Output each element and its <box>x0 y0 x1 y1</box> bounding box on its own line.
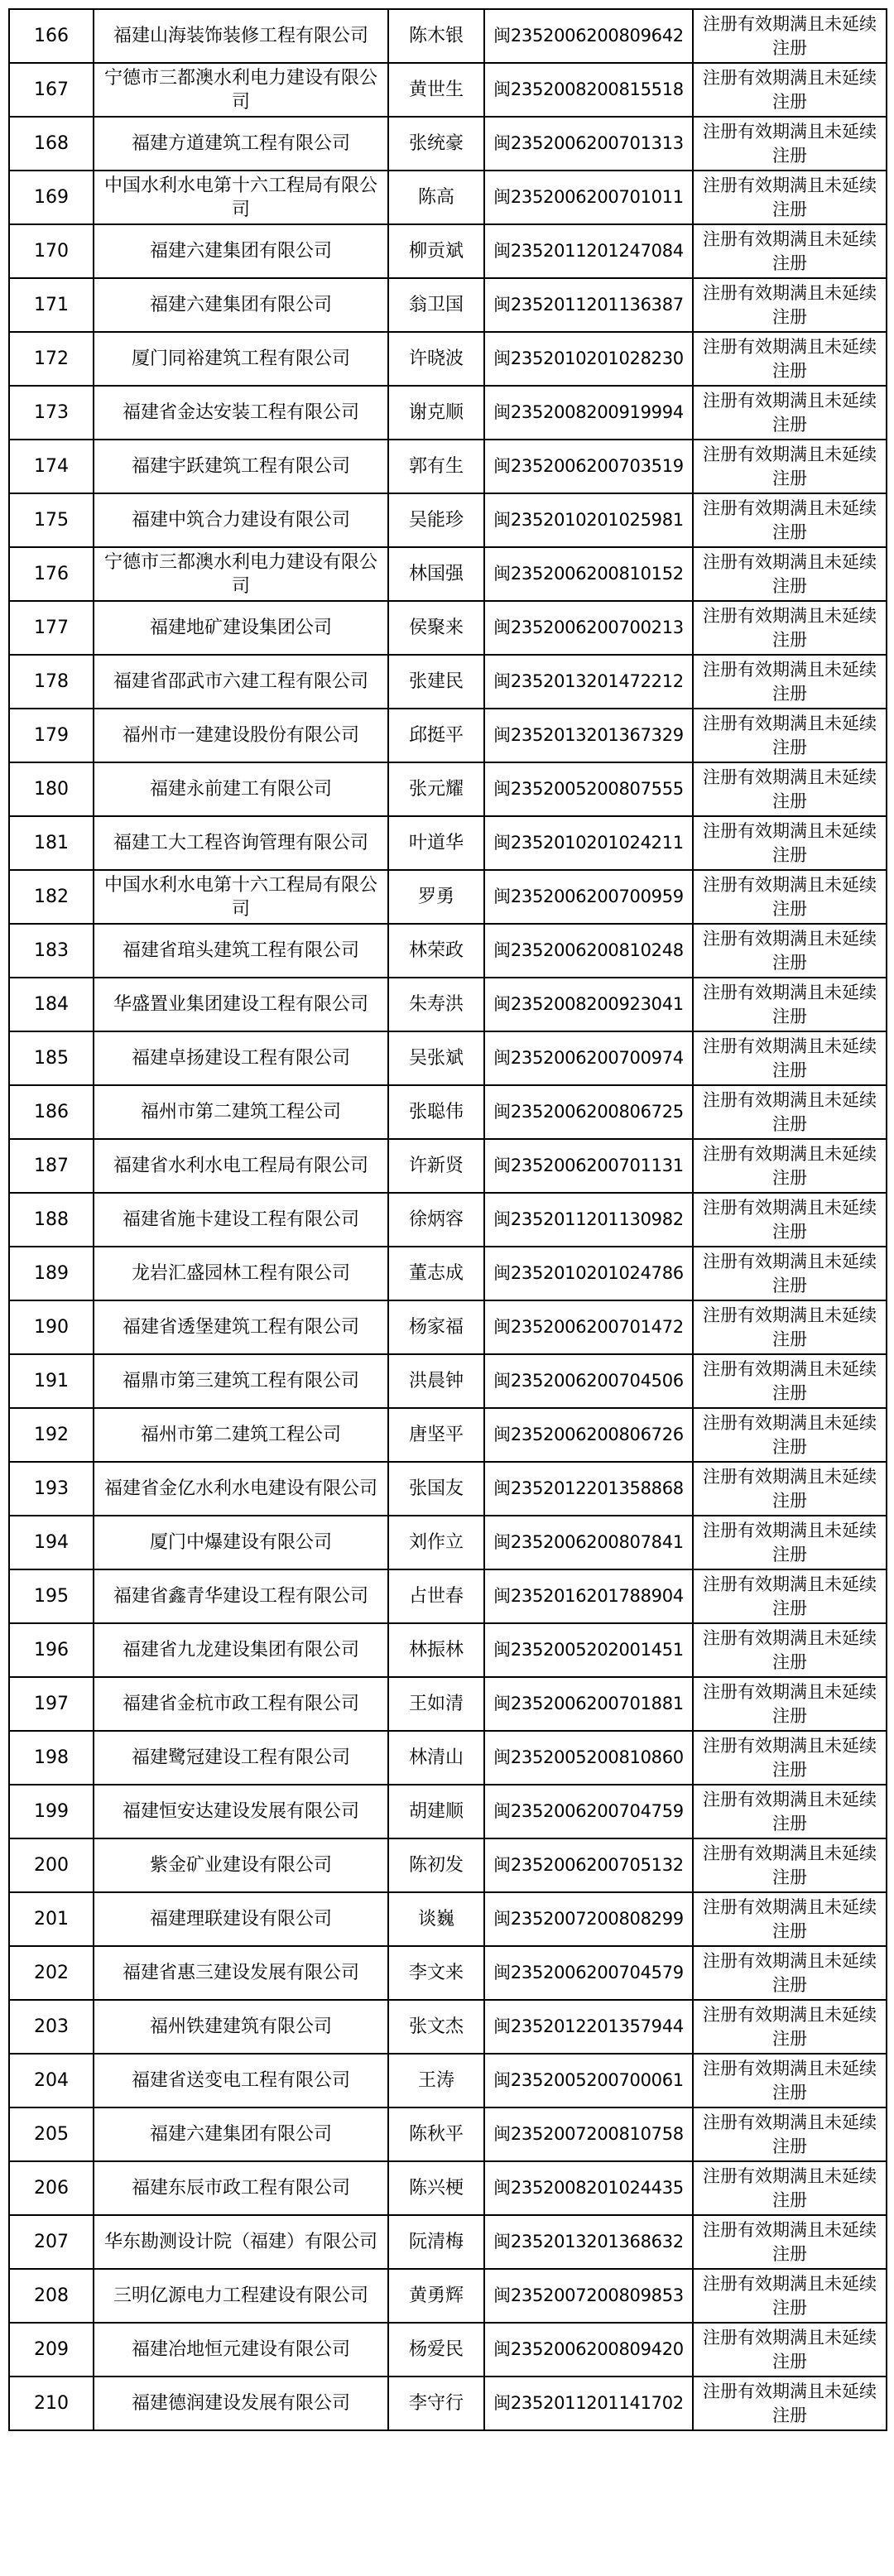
registration-number-cell: 闽2352006200810248 <box>484 924 693 978</box>
registration-number-cell: 闽2352006200809642 <box>484 9 693 63</box>
person-name-cell: 朱寿洪 <box>388 978 484 1031</box>
registration-number-cell: 闽2352006200701313 <box>484 117 693 171</box>
company-cell: 福建省金亿水利水电建设有限公司 <box>94 1462 388 1516</box>
person-name-cell: 张统豪 <box>388 117 484 171</box>
registration-number-cell: 闽2352006200700974 <box>484 1031 693 1085</box>
company-cell: 紫金矿业建设有限公司 <box>94 1838 388 1892</box>
registration-number-cell: 闽2352008200919994 <box>484 386 693 440</box>
table-row <box>9 978 887 1031</box>
row-number-cell: 176 <box>9 547 94 601</box>
status-cell: 注册有效期满且未延续注册 <box>693 1139 887 1193</box>
table-row <box>9 2000 887 2054</box>
row-number-cell: 191 <box>9 1354 94 1408</box>
status-cell: 注册有效期满且未延续注册 <box>693 1031 887 1085</box>
row-number-cell: 179 <box>9 709 94 762</box>
company-cell: 中国水利水电第十六工程局有限公司 <box>94 870 388 924</box>
row-number-cell: 178 <box>9 655 94 709</box>
status-cell: 注册有效期满且未延续注册 <box>693 1247 887 1300</box>
row-number-cell: 194 <box>9 1516 94 1569</box>
row-number-cell: 169 <box>9 171 94 224</box>
company-cell: 福州市一建建设股份有限公司 <box>94 709 388 762</box>
table-row <box>9 1031 887 1085</box>
registration-number-cell: 闽2352006200810152 <box>484 547 693 601</box>
company-cell: 福建省施卡建设工程有限公司 <box>94 1193 388 1247</box>
table-row <box>9 762 887 816</box>
registration-number-cell: 闽2352005200807555 <box>484 762 693 816</box>
table-row <box>9 1354 887 1408</box>
registration-number-cell: 闽2352008200815518 <box>484 63 693 117</box>
person-name-cell: 张国友 <box>388 1462 484 1516</box>
person-name-cell: 张文杰 <box>388 2000 484 2054</box>
row-number-cell: 183 <box>9 924 94 978</box>
registration-number-cell: 闽2352012201357944 <box>484 2000 693 2054</box>
company-cell: 福建省金杭市政工程有限公司 <box>94 1677 388 1731</box>
status-cell: 注册有效期满且未延续注册 <box>693 1946 887 2000</box>
company-cell: 福建省琯头建筑工程有限公司 <box>94 924 388 978</box>
status-cell: 注册有效期满且未延续注册 <box>693 1462 887 1516</box>
registration-number-cell: 闽2352010201028230 <box>484 332 693 386</box>
row-number-cell: 187 <box>9 1139 94 1193</box>
status-cell: 注册有效期满且未延续注册 <box>693 117 887 171</box>
person-name-cell: 林振林 <box>388 1623 484 1677</box>
person-name-cell: 唐坚平 <box>388 1408 484 1462</box>
registration-number-cell: 闽2352006200704579 <box>484 1946 693 2000</box>
table-row <box>9 709 887 762</box>
registration-number-cell: 闽2352006200704506 <box>484 1354 693 1408</box>
row-number-cell: 197 <box>9 1677 94 1731</box>
person-name-cell: 陈兴梗 <box>388 2161 484 2215</box>
company-cell: 福建省邵武市六建工程有限公司 <box>94 655 388 709</box>
person-name-cell: 林国强 <box>388 547 484 601</box>
table-row <box>9 1569 887 1623</box>
company-cell: 福建恒安达建设发展有限公司 <box>94 1785 388 1838</box>
table-row <box>9 2107 887 2161</box>
status-cell: 注册有效期满且未延续注册 <box>693 816 887 870</box>
company-cell: 福鼎市第三建筑工程有限公司 <box>94 1354 388 1408</box>
registration-number-cell: 闽2352008200923041 <box>484 978 693 1031</box>
status-cell: 注册有效期满且未延续注册 <box>693 2000 887 2054</box>
table-row <box>9 9 887 63</box>
table-row <box>9 1946 887 2000</box>
person-name-cell: 王如清 <box>388 1677 484 1731</box>
table-row <box>9 224 887 278</box>
registration-number-cell: 闽2352007200808299 <box>484 1892 693 1946</box>
company-cell: 福建工大工程咨询管理有限公司 <box>94 816 388 870</box>
company-cell: 福建理联建设有限公司 <box>94 1892 388 1946</box>
status-cell: 注册有效期满且未延续注册 <box>693 870 887 924</box>
registration-number-cell: 闽2352005202001451 <box>484 1623 693 1677</box>
row-number-cell: 198 <box>9 1731 94 1785</box>
company-cell: 厦门同裕建筑工程有限公司 <box>94 332 388 386</box>
registration-number-cell: 闽2352006200700959 <box>484 870 693 924</box>
person-name-cell: 柳贡斌 <box>388 224 484 278</box>
person-name-cell: 陈高 <box>388 171 484 224</box>
table-row <box>9 440 887 493</box>
row-number-cell: 181 <box>9 816 94 870</box>
person-name-cell: 林清山 <box>388 1731 484 1785</box>
row-number-cell: 205 <box>9 2107 94 2161</box>
person-name-cell: 叶道华 <box>388 816 484 870</box>
status-cell: 注册有效期满且未延续注册 <box>693 1516 887 1569</box>
registration-number-cell: 闽2352006200701472 <box>484 1300 693 1354</box>
status-cell: 注册有效期满且未延续注册 <box>693 224 887 278</box>
row-number-cell: 203 <box>9 2000 94 2054</box>
table-row <box>9 870 887 924</box>
status-cell: 注册有效期满且未延续注册 <box>693 1838 887 1892</box>
registration-number-cell: 闽2352013201368632 <box>484 2215 693 2269</box>
row-number-cell: 172 <box>9 332 94 386</box>
person-name-cell: 吴能珍 <box>388 493 484 547</box>
registration-number-cell: 闽2352006200806726 <box>484 1408 693 1462</box>
row-number-cell: 202 <box>9 1946 94 2000</box>
registration-number-cell: 闽2352013201367329 <box>484 709 693 762</box>
row-number-cell: 210 <box>9 2377 94 2430</box>
row-number-cell: 170 <box>9 224 94 278</box>
registration-number-cell: 闽2352006200701881 <box>484 1677 693 1731</box>
person-name-cell: 黄世生 <box>388 63 484 117</box>
registration-number-cell: 闽2352005200810860 <box>484 1731 693 1785</box>
table-row <box>9 171 887 224</box>
status-cell: 注册有效期满且未延续注册 <box>693 1677 887 1731</box>
company-cell: 福建省鑫青华建设工程有限公司 <box>94 1569 388 1623</box>
row-number-cell: 185 <box>9 1031 94 1085</box>
status-cell: 注册有效期满且未延续注册 <box>693 1085 887 1139</box>
table-row <box>9 2161 887 2215</box>
status-cell: 注册有效期满且未延续注册 <box>693 1408 887 1462</box>
registration-number-cell: 闽2352013201472212 <box>484 655 693 709</box>
row-number-cell: 195 <box>9 1569 94 1623</box>
status-cell: 注册有效期满且未延续注册 <box>693 655 887 709</box>
company-cell: 龙岩汇盛园林工程有限公司 <box>94 1247 388 1300</box>
status-cell: 注册有效期满且未延续注册 <box>693 924 887 978</box>
company-cell: 福建中筑合力建设有限公司 <box>94 493 388 547</box>
row-number-cell: 192 <box>9 1408 94 1462</box>
row-number-cell: 167 <box>9 63 94 117</box>
person-name-cell: 胡建顺 <box>388 1785 484 1838</box>
row-number-cell: 201 <box>9 1892 94 1946</box>
status-cell: 注册有效期满且未延续注册 <box>693 1354 887 1408</box>
company-cell: 福州市第二建筑工程公司 <box>94 1408 388 1462</box>
company-cell: 福建六建集团有限公司 <box>94 278 388 332</box>
registration-number-cell: 闽2352006200807841 <box>484 1516 693 1569</box>
person-name-cell: 林荣政 <box>388 924 484 978</box>
company-cell: 三明亿源电力工程建设有限公司 <box>94 2269 388 2323</box>
company-cell: 华盛置业集团建设工程有限公司 <box>94 978 388 1031</box>
table-row <box>9 601 887 655</box>
person-name-cell: 邱挺平 <box>388 709 484 762</box>
table-row <box>9 386 887 440</box>
status-cell: 注册有效期满且未延续注册 <box>693 2107 887 2161</box>
company-cell: 福建六建集团有限公司 <box>94 2107 388 2161</box>
registration-number-cell: 闽2352011201136387 <box>484 278 693 332</box>
table-row <box>9 1300 887 1354</box>
row-number-cell: 207 <box>9 2215 94 2269</box>
status-cell: 注册有效期满且未延续注册 <box>693 1569 887 1623</box>
table-row <box>9 1892 887 1946</box>
status-cell: 注册有效期满且未延续注册 <box>693 2269 887 2323</box>
table-row <box>9 1623 887 1677</box>
registration-number-cell: 闽2352008201024435 <box>484 2161 693 2215</box>
table-row <box>9 2054 887 2107</box>
table-row <box>9 924 887 978</box>
person-name-cell: 洪晨钟 <box>388 1354 484 1408</box>
person-name-cell: 陈秋平 <box>388 2107 484 2161</box>
company-cell: 福建省惠三建设发展有限公司 <box>94 1946 388 2000</box>
status-cell: 注册有效期满且未延续注册 <box>693 493 887 547</box>
table-row <box>9 63 887 117</box>
company-cell: 福建永前建工有限公司 <box>94 762 388 816</box>
row-number-cell: 166 <box>9 9 94 63</box>
status-cell: 注册有效期满且未延续注册 <box>693 2161 887 2215</box>
company-cell: 宁德市三都澳水利电力建设有限公司 <box>94 547 388 601</box>
company-cell: 福建六建集团有限公司 <box>94 224 388 278</box>
table-row <box>9 547 887 601</box>
person-name-cell: 许晓波 <box>388 332 484 386</box>
row-number-cell: 174 <box>9 440 94 493</box>
table-row <box>9 655 887 709</box>
person-name-cell: 谢克顺 <box>388 386 484 440</box>
row-number-cell: 188 <box>9 1193 94 1247</box>
registration-number-cell: 闽2352011201247084 <box>484 224 693 278</box>
company-cell: 福建东辰市政工程有限公司 <box>94 2161 388 2215</box>
row-number-cell: 177 <box>9 601 94 655</box>
table-row <box>9 1462 887 1516</box>
row-number-cell: 173 <box>9 386 94 440</box>
table-row <box>9 332 887 386</box>
registration-number-cell: 闽2352006200701131 <box>484 1139 693 1193</box>
person-name-cell: 李守行 <box>388 2377 484 2430</box>
table-row <box>9 1838 887 1892</box>
person-name-cell: 黄勇辉 <box>388 2269 484 2323</box>
table-row <box>9 278 887 332</box>
registration-number-cell: 闽2352016201788904 <box>484 1569 693 1623</box>
person-name-cell: 刘作立 <box>388 1516 484 1569</box>
status-cell: 注册有效期满且未延续注册 <box>693 2054 887 2107</box>
row-number-cell: 186 <box>9 1085 94 1139</box>
row-number-cell: 209 <box>9 2323 94 2377</box>
registration-number-cell: 闽2352007200810758 <box>484 2107 693 2161</box>
row-number-cell: 200 <box>9 1838 94 1892</box>
row-number-cell: 189 <box>9 1247 94 1300</box>
status-cell: 注册有效期满且未延续注册 <box>693 978 887 1031</box>
person-name-cell: 杨家福 <box>388 1300 484 1354</box>
registration-number-cell: 闽2352006200704759 <box>484 1785 693 1838</box>
person-name-cell: 吴张斌 <box>388 1031 484 1085</box>
status-cell: 注册有效期满且未延续注册 <box>693 762 887 816</box>
status-cell: 注册有效期满且未延续注册 <box>693 1785 887 1838</box>
status-cell: 注册有效期满且未延续注册 <box>693 709 887 762</box>
registration-table <box>8 8 887 2431</box>
row-number-cell: 196 <box>9 1623 94 1677</box>
registration-number-cell: 闽2352011201130982 <box>484 1193 693 1247</box>
status-cell: 注册有效期满且未延续注册 <box>693 171 887 224</box>
table-row <box>9 1193 887 1247</box>
row-number-cell: 206 <box>9 2161 94 2215</box>
row-number-cell: 180 <box>9 762 94 816</box>
registration-number-cell: 闽2352012201358868 <box>484 1462 693 1516</box>
status-cell: 注册有效期满且未延续注册 <box>693 1623 887 1677</box>
person-name-cell: 翁卫国 <box>388 278 484 332</box>
person-name-cell: 占世春 <box>388 1569 484 1623</box>
company-cell: 福建宇跃建筑工程有限公司 <box>94 440 388 493</box>
row-number-cell: 182 <box>9 870 94 924</box>
table-row <box>9 117 887 171</box>
registration-number-cell: 闽2352006200701011 <box>484 171 693 224</box>
registration-number-cell: 闽2352006200806725 <box>484 1085 693 1139</box>
person-name-cell: 张元耀 <box>388 762 484 816</box>
person-name-cell: 徐炳容 <box>388 1193 484 1247</box>
row-number-cell: 184 <box>9 978 94 1031</box>
company-cell: 福建卓扬建设工程有限公司 <box>94 1031 388 1085</box>
status-cell: 注册有效期满且未延续注册 <box>693 332 887 386</box>
registration-number-cell: 闽2352006200700213 <box>484 601 693 655</box>
table-row <box>9 1139 887 1193</box>
status-cell: 注册有效期满且未延续注册 <box>693 1193 887 1247</box>
registration-number-cell: 闽2352011201141702 <box>484 2377 693 2430</box>
row-number-cell: 199 <box>9 1785 94 1838</box>
registration-number-cell: 闽2352007200809853 <box>484 2269 693 2323</box>
registration-number-cell: 闽2352010201025981 <box>484 493 693 547</box>
registration-number-cell: 闽2352005200700061 <box>484 2054 693 2107</box>
status-cell: 注册有效期满且未延续注册 <box>693 9 887 63</box>
company-cell: 福建省送变电工程有限公司 <box>94 2054 388 2107</box>
company-cell: 福建省透堡建筑工程有限公司 <box>94 1300 388 1354</box>
row-number-cell: 208 <box>9 2269 94 2323</box>
person-name-cell: 杨爱民 <box>388 2323 484 2377</box>
status-cell: 注册有效期满且未延续注册 <box>693 1731 887 1785</box>
company-cell: 厦门中爆建设有限公司 <box>94 1516 388 1569</box>
company-cell: 福建冶地恒元建设有限公司 <box>94 2323 388 2377</box>
status-cell: 注册有效期满且未延续注册 <box>693 2377 887 2430</box>
status-cell: 注册有效期满且未延续注册 <box>693 63 887 117</box>
row-number-cell: 168 <box>9 117 94 171</box>
company-cell: 福建山海装饰装修工程有限公司 <box>94 9 388 63</box>
company-cell: 中国水利水电第十六工程局有限公司 <box>94 171 388 224</box>
person-name-cell: 王涛 <box>388 2054 484 2107</box>
person-name-cell: 李文来 <box>388 1946 484 2000</box>
table-body <box>9 9 887 2430</box>
person-name-cell: 陈木银 <box>388 9 484 63</box>
person-name-cell: 陈初发 <box>388 1838 484 1892</box>
company-cell: 福建方道建筑工程有限公司 <box>94 117 388 171</box>
status-cell: 注册有效期满且未延续注册 <box>693 547 887 601</box>
company-cell: 宁德市三都澳水利电力建设有限公司 <box>94 63 388 117</box>
table-row <box>9 1731 887 1785</box>
table-row <box>9 1677 887 1731</box>
registration-number-cell: 闽2352006200703519 <box>484 440 693 493</box>
row-number-cell: 193 <box>9 1462 94 1516</box>
status-cell: 注册有效期满且未延续注册 <box>693 1300 887 1354</box>
table-row <box>9 1785 887 1838</box>
company-cell: 福建德润建设发展有限公司 <box>94 2377 388 2430</box>
company-cell: 福建地矿建设集团公司 <box>94 601 388 655</box>
table-row <box>9 2215 887 2269</box>
person-name-cell: 张建民 <box>388 655 484 709</box>
table-row <box>9 1408 887 1462</box>
company-cell: 福建省金达安装工程有限公司 <box>94 386 388 440</box>
person-name-cell: 董志成 <box>388 1247 484 1300</box>
company-cell: 福州市第二建筑工程公司 <box>94 1085 388 1139</box>
registration-number-cell: 闽2352010201024786 <box>484 1247 693 1300</box>
registration-number-cell: 闽2352006200705132 <box>484 1838 693 1892</box>
company-cell: 华东勘测设计院（福建）有限公司 <box>94 2215 388 2269</box>
person-name-cell: 张聪伟 <box>388 1085 484 1139</box>
status-cell: 注册有效期满且未延续注册 <box>693 278 887 332</box>
table-row <box>9 1085 887 1139</box>
table-row <box>9 493 887 547</box>
company-cell: 福州铁建建筑有限公司 <box>94 2000 388 2054</box>
table-row <box>9 1516 887 1569</box>
table-row <box>9 1247 887 1300</box>
person-name-cell: 谈巍 <box>388 1892 484 1946</box>
person-name-cell: 阮清梅 <box>388 2215 484 2269</box>
company-cell: 福建省水利水电工程局有限公司 <box>94 1139 388 1193</box>
person-name-cell: 许新贤 <box>388 1139 484 1193</box>
person-name-cell: 郭有生 <box>388 440 484 493</box>
registration-number-cell: 闽2352010201024211 <box>484 816 693 870</box>
table-row <box>9 2323 887 2377</box>
person-name-cell: 罗勇 <box>388 870 484 924</box>
registration-number-cell: 闽2352006200809420 <box>484 2323 693 2377</box>
company-cell: 福建省九龙建设集团有限公司 <box>94 1623 388 1677</box>
table-row <box>9 816 887 870</box>
row-number-cell: 190 <box>9 1300 94 1354</box>
status-cell: 注册有效期满且未延续注册 <box>693 601 887 655</box>
status-cell: 注册有效期满且未延续注册 <box>693 440 887 493</box>
company-cell: 福建鹭冠建设工程有限公司 <box>94 1731 388 1785</box>
row-number-cell: 171 <box>9 278 94 332</box>
row-number-cell: 204 <box>9 2054 94 2107</box>
person-name-cell: 侯聚来 <box>388 601 484 655</box>
table-row <box>9 2377 887 2430</box>
table-row <box>9 2269 887 2323</box>
status-cell: 注册有效期满且未延续注册 <box>693 2215 887 2269</box>
status-cell: 注册有效期满且未延续注册 <box>693 386 887 440</box>
status-cell: 注册有效期满且未延续注册 <box>693 1892 887 1946</box>
row-number-cell: 175 <box>9 493 94 547</box>
status-cell: 注册有效期满且未延续注册 <box>693 2323 887 2377</box>
